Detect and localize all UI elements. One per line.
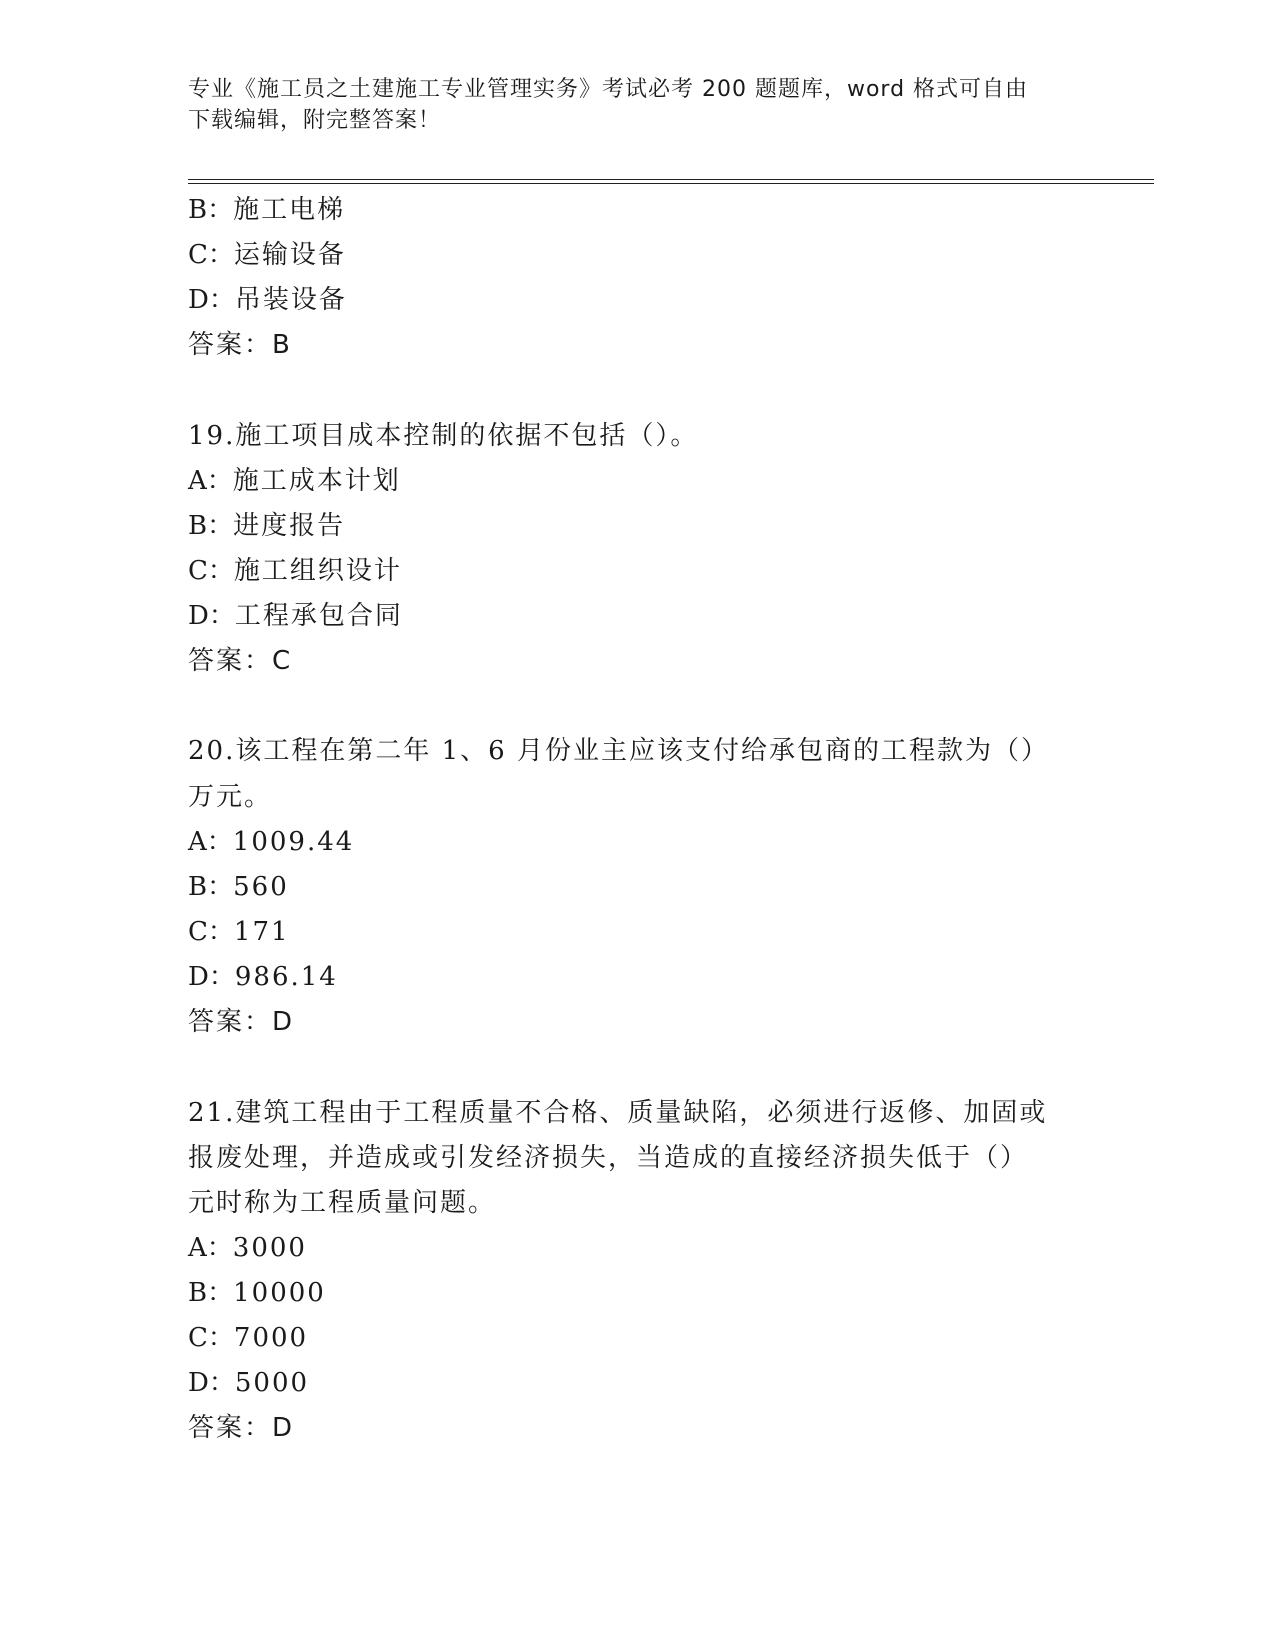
q18-option-c: C：运输设备 — [188, 240, 346, 270]
header-divider-bottom — [188, 183, 1154, 184]
q18-option-b: B：施工电梯 — [188, 195, 346, 225]
q20-option-d: D：986.14 — [188, 962, 338, 992]
header-line-2: 下载编辑，附完整答案！ — [188, 108, 442, 133]
document-header — [188, 74, 1088, 136]
q20-answer: 答案：D — [188, 1007, 295, 1037]
q21-answer: 答案：D — [188, 1413, 295, 1443]
q21-option-d: D：5000 — [188, 1368, 310, 1398]
q20-stem-line-2: 万元。 — [188, 782, 273, 812]
q21-stem-line-1: 21.建筑工程由于工程质量不合格、质量缺陷，必须进行返修、加固或 — [188, 1098, 1048, 1128]
q20-option-c: C：171 — [188, 917, 290, 947]
q21-stem-line-3: 元时称为工程质量问题。 — [188, 1188, 497, 1218]
q21-option-a: A：3000 — [188, 1233, 307, 1263]
q21-option-c: C：7000 — [188, 1323, 309, 1353]
q19-stem: 19.施工项目成本控制的依据不包括（）。 — [188, 421, 699, 451]
q18-answer: 答案：B — [188, 330, 292, 360]
header-divider-top — [188, 179, 1154, 180]
q18-option-d: D：吊装设备 — [188, 285, 347, 315]
q19-option-d: D：工程承包合同 — [188, 601, 403, 631]
q19-answer: 答案：C — [188, 646, 293, 676]
q20-option-a: A：1009.44 — [188, 827, 355, 857]
q19-option-c: C：施工组织设计 — [188, 556, 402, 586]
q20-stem-line-1: 20.该工程在第二年 1、6 月份业主应该支付给承包商的工程款为（） — [188, 736, 1049, 766]
q21-stem-line-2: 报废处理，并造成或引发经济损失，当造成的直接经济损失低于（） — [188, 1143, 1029, 1173]
q19-option-b: B：进度报告 — [188, 511, 346, 541]
q21-option-b: B：10000 — [188, 1278, 326, 1308]
header-line-1: 专业《施工员之土建施工专业管理实务》考试必考 200 题题库，word 格式可自由 — [188, 77, 1029, 102]
q20-option-b: B：560 — [188, 872, 289, 902]
q19-option-a: A：施工成本计划 — [188, 466, 401, 496]
